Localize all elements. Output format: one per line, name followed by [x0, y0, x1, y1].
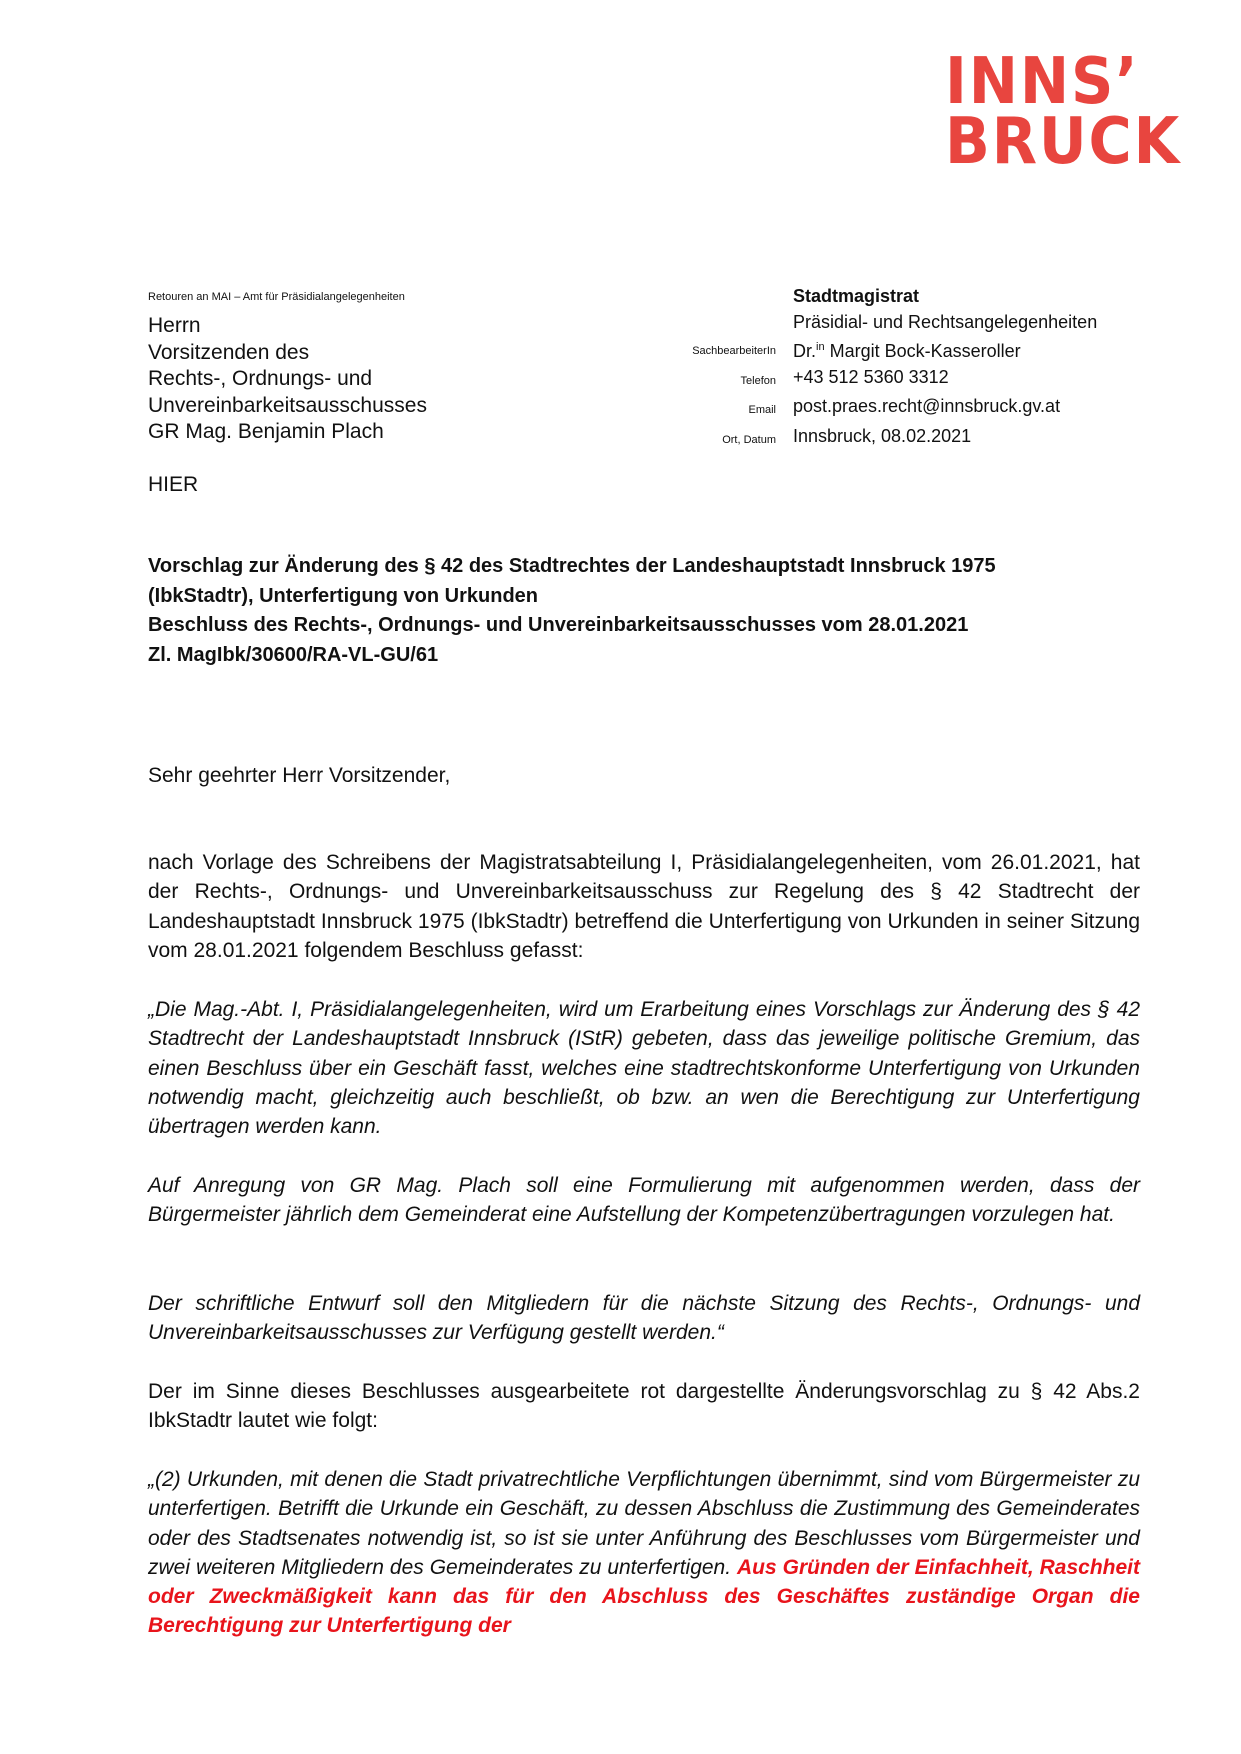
subject-line: Vorschlag zur Änderung des § 42 des Stadtrechtes der Landeshauptstadt Innsbruck 1975	[148, 555, 996, 577]
quote-suggestion: Auf Anregung von GR Mag. Plach soll eine Formulierung mit aufgenommen werden, dass der Bürgermeister jährlich dem Gemeinderat eine Aufstellung der Kompetenzübertragungen vorzulegen hat.	[148, 1174, 1140, 1227]
clerk-title: Dr.	[793, 341, 817, 361]
hier-line: HIER	[148, 473, 199, 496]
date-label: Ort, Datum	[722, 433, 776, 446]
quote-resolution: „Die Mag.-Abt. I, Präsidialangelegenheiten, wird um Erarbeitung eines Vorschlags zur Änderung des § 42 Stadtrecht der Landeshauptstadt Innsbruck (IStR) gebeten, dass das jeweilige politische Gremium, das einen Beschluss über ein Geschäft fasst, welches eine stadtrechtskonforme Unterfertigung von Urkunden notwendig macht, gleichzeitig auch beschließt, ob bzw. an wen die Berechtigung zur Unterfertigung übertragen werden kann.	[148, 998, 1140, 1139]
recipient-line: Herrn	[148, 314, 201, 337]
amendment-existing-text: „(2) Urkunden, mit denen die Stadt privatrechtliche Verpflichtungen übernimmt, sind vom Bürgermeister zu unterfertigen. Betrifft die Urkunde ein Geschäft, zu dessen Abschluss die Zustimmung des Gemeinderates oder des Stadtsenates notwendig ist, so ist sie unter Anführung des Beschlusses vom Bürgermeister und zwei weiteren Mitgliedern des Gemeinderates zu unterfertigen.	[148, 1468, 1140, 1579]
clerk-title-sup: in	[816, 341, 825, 353]
sender-row-clerk	[560, 335, 1160, 365]
logo-line-2: BRUCK	[945, 105, 1182, 179]
clerk-value	[793, 335, 1021, 365]
sender-row-email	[560, 394, 1160, 424]
subject-heading	[148, 552, 996, 670]
recipient-address	[148, 313, 427, 446]
quote-draft: Der schriftliche Entwurf soll den Mitgliedern für die nächste Sitzung des Rechts-, Ordnungs- und Unvereinbarkeitsausschusses zur Verfügung gestellt werden.“	[148, 1292, 1140, 1345]
phone-label: Telefon	[740, 374, 776, 387]
subject-line: Zl. MagIbk/30600/RA-VL-GU/61	[148, 643, 439, 666]
date-value: Innsbruck, 08.02.2021	[793, 425, 972, 446]
sender-org: Stadtmagistrat	[793, 286, 920, 306]
return-address: Retouren an MAI – Amt für Präsidialangelegenheiten	[148, 291, 405, 303]
logo-line-1: INNS’	[945, 45, 1140, 119]
email-value: post.praes.recht@innsbruck.gv.at	[793, 396, 1061, 416]
recipient-line: GR Mag. Benjamin Plach	[148, 420, 384, 443]
sender-block	[560, 284, 1160, 453]
email-label: Email	[748, 404, 776, 416]
clerk-name: Margit Bock-Kasseroller	[824, 341, 1021, 361]
subject-line: Beschluss des Rechts-, Ordnungs- und Unvereinbarkeitsausschusses vom 28.01.2021	[148, 614, 969, 636]
salutation: Sehr geehrter Herr Vorsitzender,	[148, 764, 451, 787]
recipient-line: Vorsitzenden des	[148, 340, 310, 364]
paragraph-intro: nach Vorlage des Schreibens der Magistratsabteilung I, Präsidialangelegenheiten, vom 26.01.2021, hat der Rechts-, Ordnungs- und Unvereinbarkeitsausschuss zur Regelung des § 42 Stadtrecht der Landeshauptstadt Innsbruck 1975 (IbkStadtr) betreffend die Unterfertigung von Urkunden in seiner Sitzung vom 28.01.2021 folgendem Beschluss gefasst:	[148, 851, 1140, 962]
sender-dept: Präsidial- und Rechtsangelegenheiten	[793, 311, 1098, 332]
sender-row-date	[560, 424, 1160, 454]
clerk-label: SachbearbeiterIn	[692, 345, 776, 357]
recipient-line: Unvereinbarkeitsausschusses	[148, 393, 427, 417]
recipient-line: Rechts-, Ordnungs- und	[148, 367, 373, 390]
sender-row-phone	[560, 365, 1160, 395]
amendment-new-text: Aus Gründen der Einfachheit, Raschheit oder Zweckmäßigkeit kann das für den Abschluss des Geschäftes zuständige Organ die Berechtigung zur Unterfertigung der	[148, 1555, 1140, 1638]
subject-line: (IbkStadtr), Unterfertigung von Urkunden	[148, 584, 538, 607]
paragraph-proposal: Der im Sinne dieses Beschlusses ausgearbeitete rot dargestellte Änderungsvorschlag zu § 42 Abs.2 IbkStadtr lautet wie folgt:	[148, 1380, 1140, 1433]
innsbruck-logo	[945, 45, 1182, 179]
phone-value: +43 512 5360 3312	[793, 366, 949, 387]
quote-amendment	[148, 1465, 1140, 1641]
